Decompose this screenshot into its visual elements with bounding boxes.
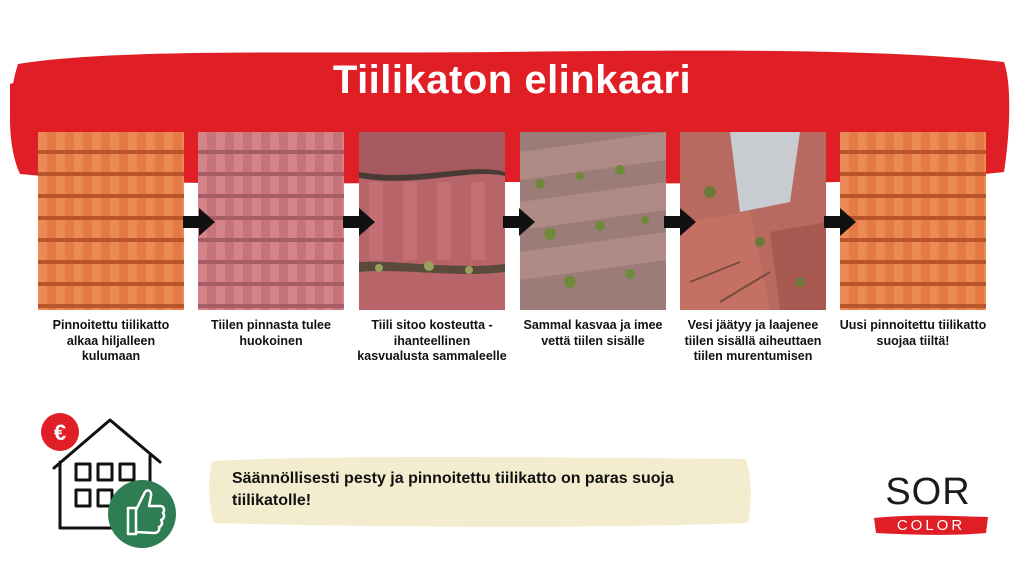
callout-text: Säännöllisesti pesty ja pinnoitettu tiilikatto on paras suoja tiilikatolle! xyxy=(232,470,674,509)
arrow-right-icon xyxy=(181,206,217,238)
page-title: Tiilikaton elinkaari xyxy=(332,58,692,102)
step-caption-2: Tiilen pinnasta tulee huokoinen xyxy=(211,318,331,348)
arrow-right-icon xyxy=(501,206,537,238)
step-caption-6: Uusi pinnoitettu tiilikatto suojaa tiiltä! xyxy=(839,318,987,348)
arrow-right-icon xyxy=(341,206,377,238)
step-caption-3: Tiili sitoo kosteutta - ihanteellinen kasvualusta sammaleelle xyxy=(357,318,507,363)
step-image-cracked-roof xyxy=(359,132,505,310)
step-image-mossy-roof xyxy=(520,132,666,310)
step-caption-4: Sammal kasvaa ja imee vettä tiilen sisälle xyxy=(523,318,663,348)
step-image-crumbling-tile xyxy=(680,132,826,310)
sor-color-logo xyxy=(866,472,996,546)
step-image-recoated-roof xyxy=(840,132,986,310)
arrow-right-icon xyxy=(822,206,858,238)
step-caption-5: Vesi jäätyy ja laajenee tiilen sisällä aiheuttaen tiilen murentumisen xyxy=(684,318,822,363)
euro-badge-icon xyxy=(41,413,79,451)
logo-top-text: SOR xyxy=(885,471,971,513)
step-image-porous-roof xyxy=(198,132,344,310)
svg-text:€: € xyxy=(53,420,67,445)
logo-bottom-text: COLOR xyxy=(896,517,966,534)
step-caption-1: Pinnoitettu tiilikatto alkaa hiljalleen kulumaan xyxy=(52,318,170,363)
step-image-new-roof xyxy=(38,132,184,310)
house-illustration xyxy=(32,410,182,552)
thumbs-up-icon xyxy=(108,480,176,548)
arrow-right-icon xyxy=(662,206,698,238)
